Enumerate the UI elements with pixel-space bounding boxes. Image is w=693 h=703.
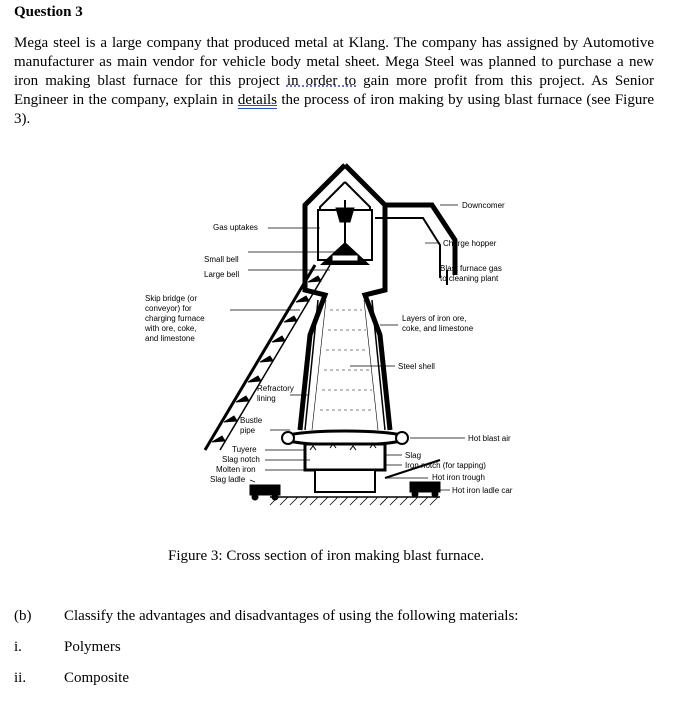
label-tuyere: Tuyere [232, 445, 257, 454]
label-skip-1: Skip bridge (or [145, 294, 198, 303]
question-paragraph [14, 34, 654, 129]
label-slag-ladle: Slag ladle [210, 475, 246, 484]
label-large-bell: Large bell [204, 270, 240, 279]
label-skip-5: and limestone [145, 334, 195, 343]
label-skip-2: conveyor) for [145, 304, 192, 313]
item-number-2: ii. [14, 670, 27, 686]
part-b-text: Classify the advantages and disadvantages of using the following materials: [64, 608, 519, 624]
label-refractory-1: Refractory [257, 384, 294, 393]
label-layers-2: coke, and limestone [402, 324, 474, 333]
item-text-polymers: Polymers [64, 639, 121, 655]
label-skip-4: with ore, coke, [145, 324, 197, 333]
label-refractory-2: lining [257, 394, 276, 403]
label-slag: Slag [405, 451, 422, 460]
label-bf-gas-2: to cleaning plant [440, 274, 499, 283]
label-skip-3: charging furnace [145, 314, 205, 323]
label-slag-notch: Slag notch [222, 455, 260, 464]
item-number-1: i. [14, 639, 22, 655]
part-b-label: (b) [14, 608, 32, 624]
label-molten-iron: Molten iron [216, 465, 256, 474]
hearth [282, 431, 408, 492]
figure-caption: Figure 3: Cross section of iron making blast furnace. [168, 548, 485, 564]
label-bustle-1: Bustle [240, 416, 263, 425]
label-iron-notch: Iron notch (for tapping) [405, 461, 486, 470]
item-text-composite: Composite [64, 670, 130, 686]
grammar-underlined-word: details [237, 92, 278, 108]
label-downcomer: Downcomer [462, 201, 505, 210]
label-hot-iron-ladle: Hot iron ladle car [452, 486, 513, 495]
spelling-underlined-phrase: in order to [286, 73, 357, 89]
paragraph-part-1: Mega steel is a large company that produced metal at Klang. The company has assigned by Automotive manufacturer as main vendor for vehicle body metal sheet. Mega Steel was planned to purchase a new iron making blast furnace for this project [14, 35, 654, 89]
paragraph-part-2: gain more profit from this project. As Senior Engineer in the company, explain in [14, 73, 655, 108]
label-steel-shell: Steel shell [398, 362, 435, 371]
furnace-stack [300, 260, 390, 430]
question-title: Question 3 [14, 4, 83, 20]
slag-ladle-car [250, 485, 280, 500]
label-hot-blast: Hot blast air [468, 434, 511, 443]
label-gas-uptakes: Gas uptakes [213, 223, 258, 232]
label-hot-iron-trough: Hot iron trough [432, 473, 485, 482]
label-layers-1: Layers of iron ore, [402, 314, 467, 323]
label-bf-gas-1: Blast furnace gas [440, 264, 502, 273]
label-charge-hopper: Charge hopper [443, 239, 497, 248]
label-small-bell: Small bell [204, 255, 239, 264]
paragraph-part-3: the process of iron making by using blast furnace (see Figure 3). [14, 92, 654, 127]
label-bustle-2: pipe [240, 426, 256, 435]
blast-furnace-diagram [140, 160, 560, 540]
ground-hatch [270, 497, 440, 505]
